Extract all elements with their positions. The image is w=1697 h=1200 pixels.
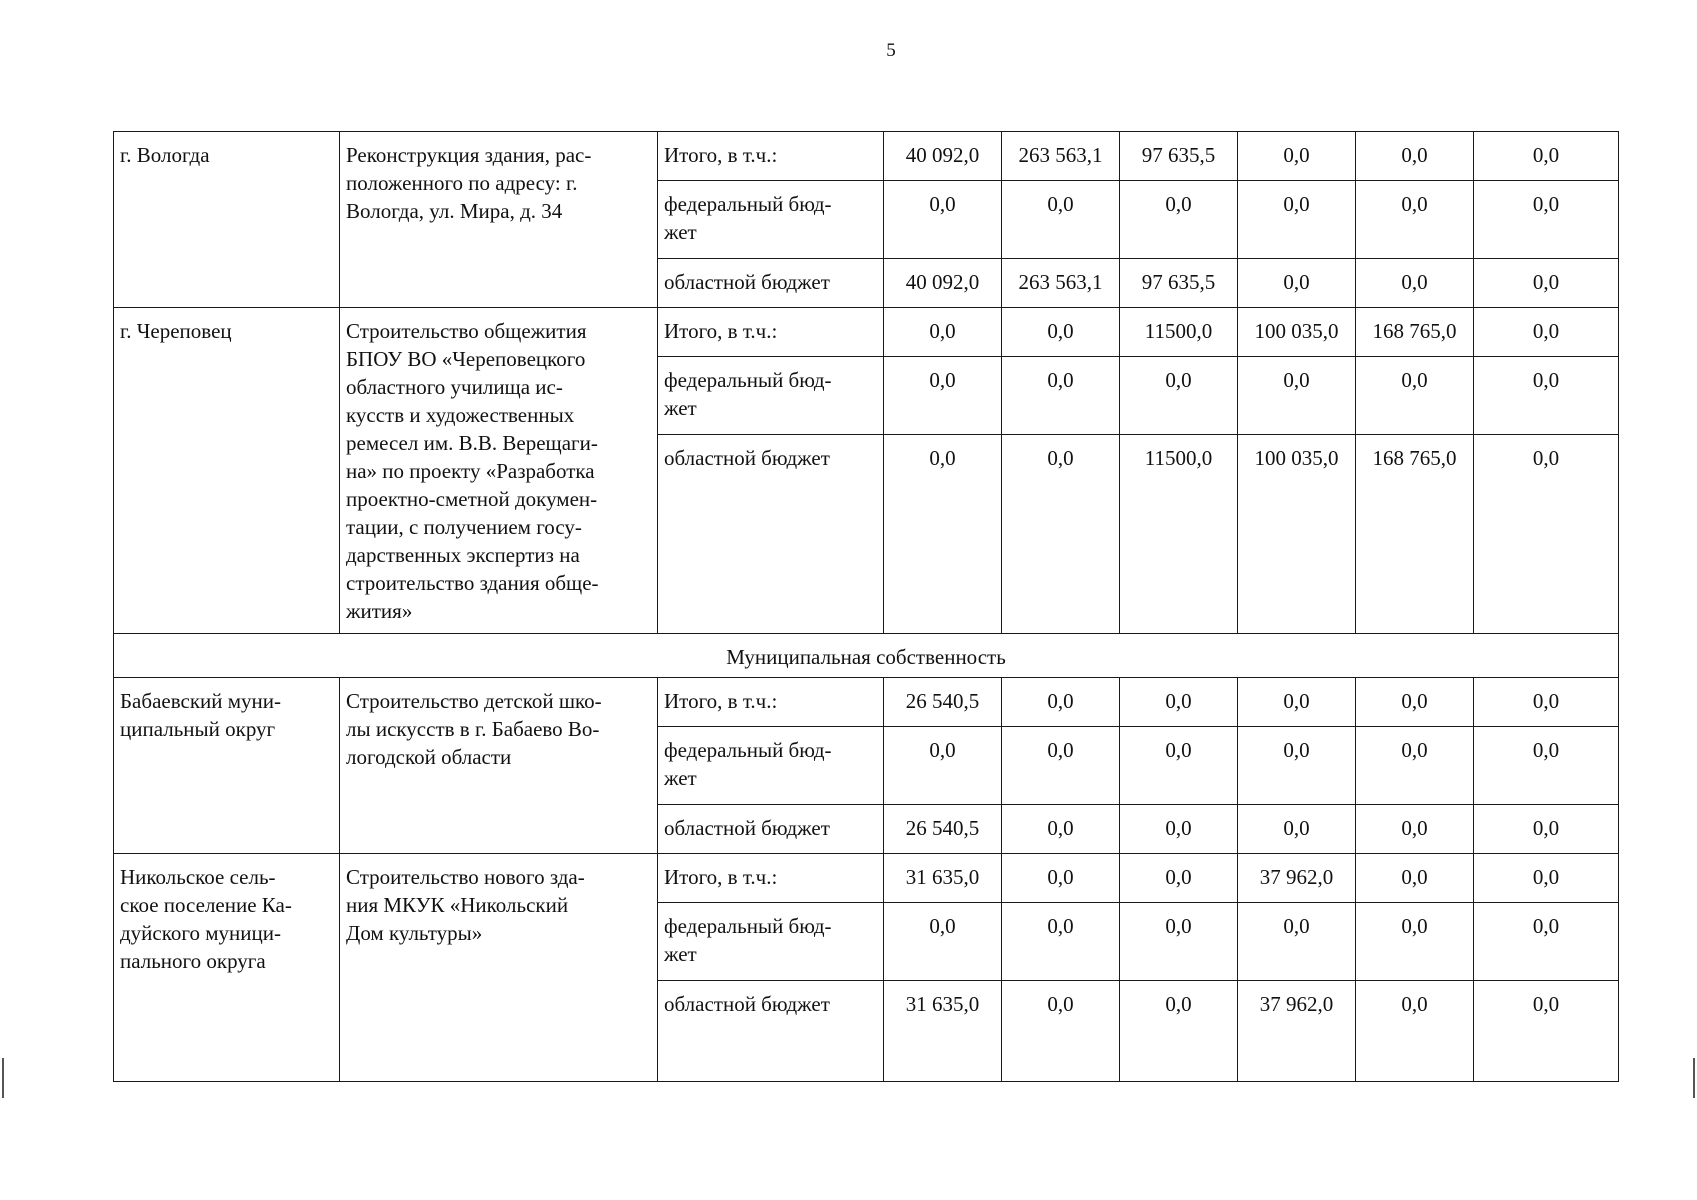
amount-cell: 0,0 bbox=[1238, 903, 1356, 981]
table-row bbox=[114, 678, 1619, 727]
amount-cell: 97 635,5 bbox=[1120, 259, 1238, 308]
funding-source-cell: федеральный бюд- жет bbox=[658, 181, 884, 259]
amount-cell: 0,0 bbox=[1474, 903, 1619, 981]
amount-cell: 0,0 bbox=[1002, 903, 1120, 981]
amount-cell: 0,0 bbox=[1474, 308, 1619, 357]
location-cell: г. Вологда bbox=[114, 132, 340, 308]
amount-cell: 0,0 bbox=[1238, 259, 1356, 308]
edge-mark-right bbox=[1693, 1058, 1695, 1098]
amount-cell: 0,0 bbox=[1238, 357, 1356, 435]
amount-cell: 0,0 bbox=[1474, 435, 1619, 634]
amount-cell: 0,0 bbox=[1002, 678, 1120, 727]
project-cell: Реконструкция здания, рас- положенного по адресу: г. Вологда, ул. Мира, д. 34 bbox=[340, 132, 658, 308]
amount-cell: 0,0 bbox=[1474, 805, 1619, 854]
amount-cell: 0,0 bbox=[1356, 132, 1474, 181]
amount-cell: 263 563,1 bbox=[1002, 132, 1120, 181]
amount-cell: 0,0 bbox=[1474, 181, 1619, 259]
amount-cell: 31 635,0 bbox=[884, 981, 1002, 1082]
table-row bbox=[114, 132, 1619, 181]
amount-cell: 0,0 bbox=[1002, 854, 1120, 903]
funding-source-cell: областной бюджет bbox=[658, 981, 884, 1082]
amount-cell: 0,0 bbox=[1356, 981, 1474, 1082]
amount-cell: 0,0 bbox=[1356, 805, 1474, 854]
amount-cell: 0,0 bbox=[1002, 308, 1120, 357]
amount-cell: 0,0 bbox=[1474, 727, 1619, 805]
amount-cell: 0,0 bbox=[1474, 854, 1619, 903]
amount-cell: 100 035,0 bbox=[1238, 435, 1356, 634]
section-row bbox=[114, 634, 1619, 678]
funding-source-cell: областной бюджет bbox=[658, 805, 884, 854]
funding-source-cell: федеральный бюд- жет bbox=[658, 727, 884, 805]
amount-cell: 11500,0 bbox=[1120, 435, 1238, 634]
funding-source-cell: Итого, в т.ч.: bbox=[658, 132, 884, 181]
amount-cell: 168 765,0 bbox=[1356, 435, 1474, 634]
funding-source-cell: областной бюджет bbox=[658, 435, 884, 634]
amount-cell: 0,0 bbox=[1238, 727, 1356, 805]
amount-cell: 0,0 bbox=[1002, 181, 1120, 259]
amount-cell: 0,0 bbox=[1238, 678, 1356, 727]
funding-source-cell: федеральный бюд- жет bbox=[658, 357, 884, 435]
amount-cell: 0,0 bbox=[884, 357, 1002, 435]
funding-source-cell: Итого, в т.ч.: bbox=[658, 678, 884, 727]
project-cell: Строительство детской шко- лы искусств в г. Бабаево Во- логодской области bbox=[340, 678, 658, 854]
funding-source-cell: федеральный бюд- жет bbox=[658, 903, 884, 981]
amount-cell: 0,0 bbox=[1238, 132, 1356, 181]
budget-table bbox=[113, 131, 1619, 1082]
amount-cell: 0,0 bbox=[1356, 903, 1474, 981]
project-cell: Строительство нового зда- ния МКУК «Никольский Дом культуры» bbox=[340, 854, 658, 1082]
amount-cell: 0,0 bbox=[1002, 981, 1120, 1082]
amount-cell: 0,0 bbox=[1120, 678, 1238, 727]
amount-cell: 31 635,0 bbox=[884, 854, 1002, 903]
amount-cell: 0,0 bbox=[1356, 357, 1474, 435]
amount-cell: 0,0 bbox=[1002, 435, 1120, 634]
amount-cell: 37 962,0 bbox=[1238, 981, 1356, 1082]
amount-cell: 0,0 bbox=[1356, 181, 1474, 259]
edge-mark-left bbox=[2, 1058, 4, 1098]
amount-cell: 0,0 bbox=[1120, 903, 1238, 981]
amount-cell: 0,0 bbox=[1120, 981, 1238, 1082]
location-cell: Никольское сель- ское поселение Ка- дуйского муници- пального округа bbox=[114, 854, 340, 1082]
amount-cell: 0,0 bbox=[884, 308, 1002, 357]
location-cell: Бабаевский муни- ципальный округ bbox=[114, 678, 340, 854]
amount-cell: 0,0 bbox=[1474, 981, 1619, 1082]
page-number: 5 bbox=[886, 40, 896, 61]
funding-source-cell: Итого, в т.ч.: bbox=[658, 854, 884, 903]
amount-cell: 0,0 bbox=[1474, 357, 1619, 435]
table-row bbox=[114, 308, 1619, 357]
amount-cell: 0,0 bbox=[1002, 805, 1120, 854]
amount-cell: 97 635,5 bbox=[1120, 132, 1238, 181]
amount-cell: 263 563,1 bbox=[1002, 259, 1120, 308]
amount-cell: 0,0 bbox=[1474, 678, 1619, 727]
amount-cell: 0,0 bbox=[1120, 854, 1238, 903]
amount-cell: 0,0 bbox=[1356, 678, 1474, 727]
amount-cell: 0,0 bbox=[1120, 727, 1238, 805]
amount-cell: 0,0 bbox=[884, 727, 1002, 805]
funding-source-cell: областной бюджет bbox=[658, 259, 884, 308]
project-cell: Строительство общежития БПОУ ВО «Череповецкого областного училища ис- кусств и художественных ремесел им. В.В. Верещаги- на» по проекту «Разработка проектно-сметной докумен- тации, с получением госу- дарственных экспертиз на строительство здания обще- жития» bbox=[340, 308, 658, 634]
amount-cell: 26 540,5 bbox=[884, 678, 1002, 727]
table-row bbox=[114, 854, 1619, 903]
amount-cell: 11500,0 bbox=[1120, 308, 1238, 357]
amount-cell: 0,0 bbox=[1474, 259, 1619, 308]
amount-cell: 168 765,0 bbox=[1356, 308, 1474, 357]
amount-cell: 0,0 bbox=[884, 903, 1002, 981]
amount-cell: 0,0 bbox=[1238, 805, 1356, 854]
amount-cell: 0,0 bbox=[884, 435, 1002, 634]
amount-cell: 0,0 bbox=[1120, 181, 1238, 259]
location-cell: г. Череповец bbox=[114, 308, 340, 634]
amount-cell: 0,0 bbox=[884, 181, 1002, 259]
amount-cell: 0,0 bbox=[1356, 727, 1474, 805]
amount-cell: 0,0 bbox=[1002, 727, 1120, 805]
amount-cell: 0,0 bbox=[1474, 132, 1619, 181]
amount-cell: 0,0 bbox=[1356, 259, 1474, 308]
amount-cell: 26 540,5 bbox=[884, 805, 1002, 854]
amount-cell: 37 962,0 bbox=[1238, 854, 1356, 903]
funding-source-cell: Итого, в т.ч.: bbox=[658, 308, 884, 357]
amount-cell: 40 092,0 bbox=[884, 132, 1002, 181]
section-title: Муниципальная собственность bbox=[114, 634, 1619, 678]
amount-cell: 0,0 bbox=[1120, 805, 1238, 854]
amount-cell: 0,0 bbox=[1120, 357, 1238, 435]
amount-cell: 100 035,0 bbox=[1238, 308, 1356, 357]
amount-cell: 0,0 bbox=[1238, 181, 1356, 259]
amount-cell: 40 092,0 bbox=[884, 259, 1002, 308]
amount-cell: 0,0 bbox=[1356, 854, 1474, 903]
amount-cell: 0,0 bbox=[1002, 357, 1120, 435]
